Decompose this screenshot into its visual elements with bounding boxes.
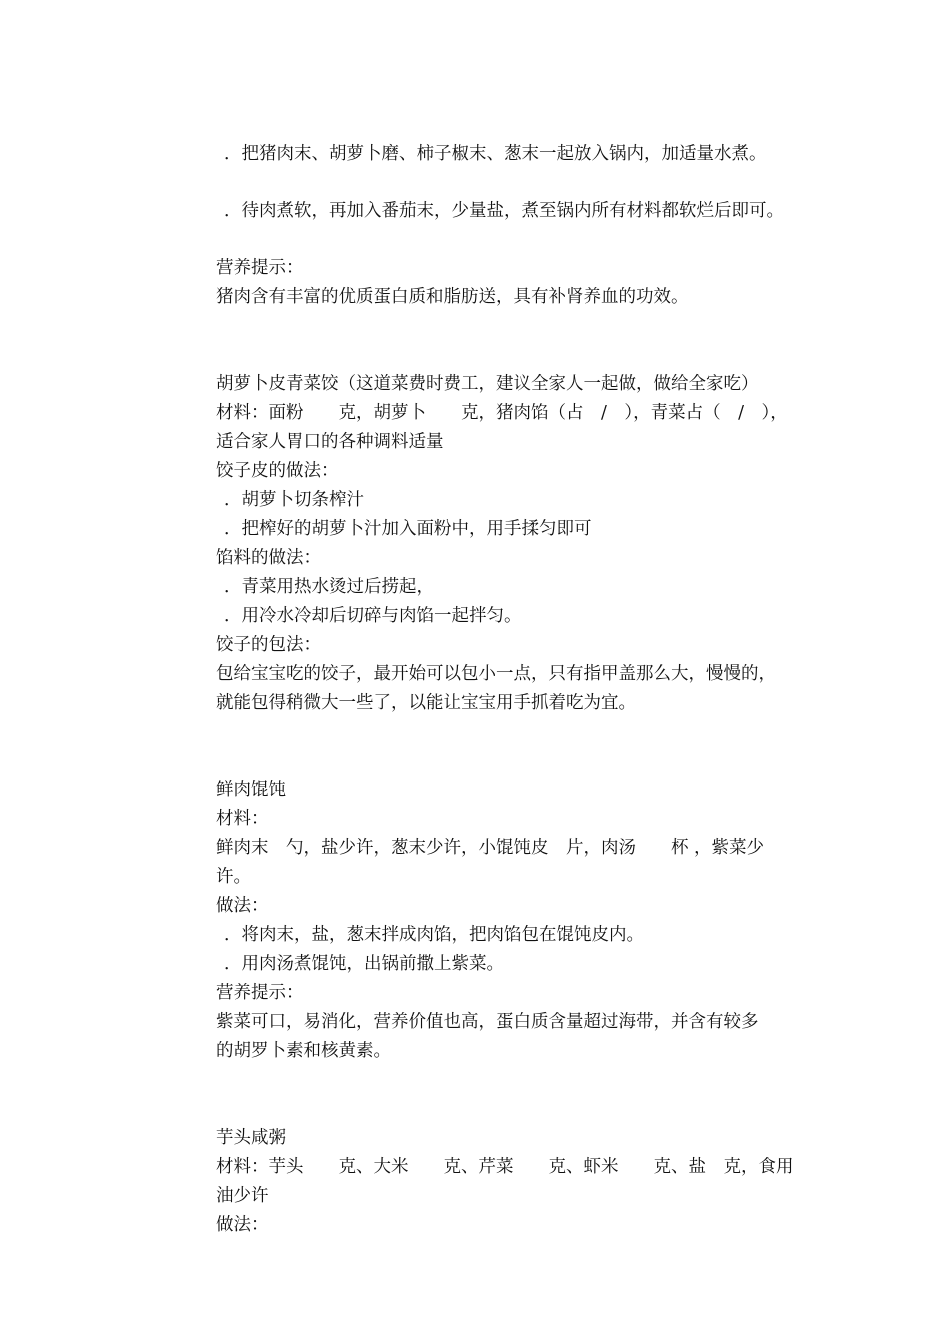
recipe-title: 鲜肉馄饨 bbox=[216, 780, 286, 800]
section-heading: 材料： bbox=[216, 809, 269, 829]
nutrition-tip-heading: 营养提示： bbox=[216, 258, 304, 278]
step-line: ．用肉汤煮馄饨，出锅前撒上紫菜。 bbox=[224, 954, 504, 974]
nutrition-tip-text: 的胡罗卜素和核黄素。 bbox=[216, 1041, 391, 1061]
paragraph-line: 包给宝宝吃的饺子，最开始可以包小一点，只有指甲盖那么大，慢慢的， bbox=[216, 664, 776, 684]
materials-line: 材料：面粉 克，胡萝卜 克，猪肉馅（占 / ），青菜占（ / ）， bbox=[216, 403, 788, 423]
recipe-text bbox=[216, 140, 818, 1240]
materials-line: 油少许 bbox=[216, 1186, 269, 1206]
section-heading: 馅料的做法： bbox=[216, 548, 321, 568]
step-line: ．待肉煮软，再加入番茄末，少量盐，煮至锅内所有材料都软烂后即可。 bbox=[224, 201, 784, 221]
nutrition-tip-text: 紫菜可口，易消化，营养价值也高，蛋白质含量超过海带，并含有较多 bbox=[216, 1012, 759, 1032]
step-line: ．用冷水冷却后切碎与肉馅一起拌匀。 bbox=[224, 606, 522, 626]
recipe-title: 胡萝卜皮青菜饺（这道菜费时费工，建议全家人一起做，做给全家吃） bbox=[216, 374, 759, 394]
step-line: ．把榨好的胡萝卜汁加入面粉中，用手揉匀即可 bbox=[224, 519, 592, 539]
nutrition-tip-text: 猪肉含有丰富的优质蛋白质和脂肪送，具有补肾养血的功效。 bbox=[216, 287, 689, 307]
step-line: ．将肉末，盐，葱末拌成肉馅，把肉馅包在馄饨皮内。 bbox=[224, 925, 644, 945]
materials-line: 适合家人胃口的各种调料适量 bbox=[216, 432, 444, 452]
step-line: ．胡萝卜切条榨汁 bbox=[224, 490, 364, 510]
section-heading: 做法： bbox=[216, 1215, 269, 1235]
materials-line: 鲜肉末 勺，盐少许，葱末少许，小馄饨皮 片，肉汤 杯 ，紫菜少 bbox=[216, 838, 765, 858]
paragraph-line: 就能包得稍微大一些了，以能让宝宝用手抓着吃为宜。 bbox=[216, 693, 636, 713]
section-heading: 做法： bbox=[216, 896, 269, 916]
nutrition-tip-heading: 营养提示： bbox=[216, 983, 304, 1003]
materials-line: 材料：芋头 克、大米 克、芹菜 克、虾米 克、盐 克，食用 bbox=[216, 1157, 794, 1177]
step-line: ．把猪肉末、胡萝卜磨、柿子椒末、葱末一起放入锅内，加适量水煮。 bbox=[224, 144, 767, 164]
step-line: ．青菜用热水烫过后捞起， bbox=[224, 577, 434, 597]
recipe-title: 芋头咸粥 bbox=[216, 1128, 286, 1148]
section-heading: 饺子皮的做法： bbox=[216, 461, 339, 481]
materials-line: 许。 bbox=[216, 867, 251, 887]
section-heading: 饺子的包法： bbox=[216, 635, 321, 655]
